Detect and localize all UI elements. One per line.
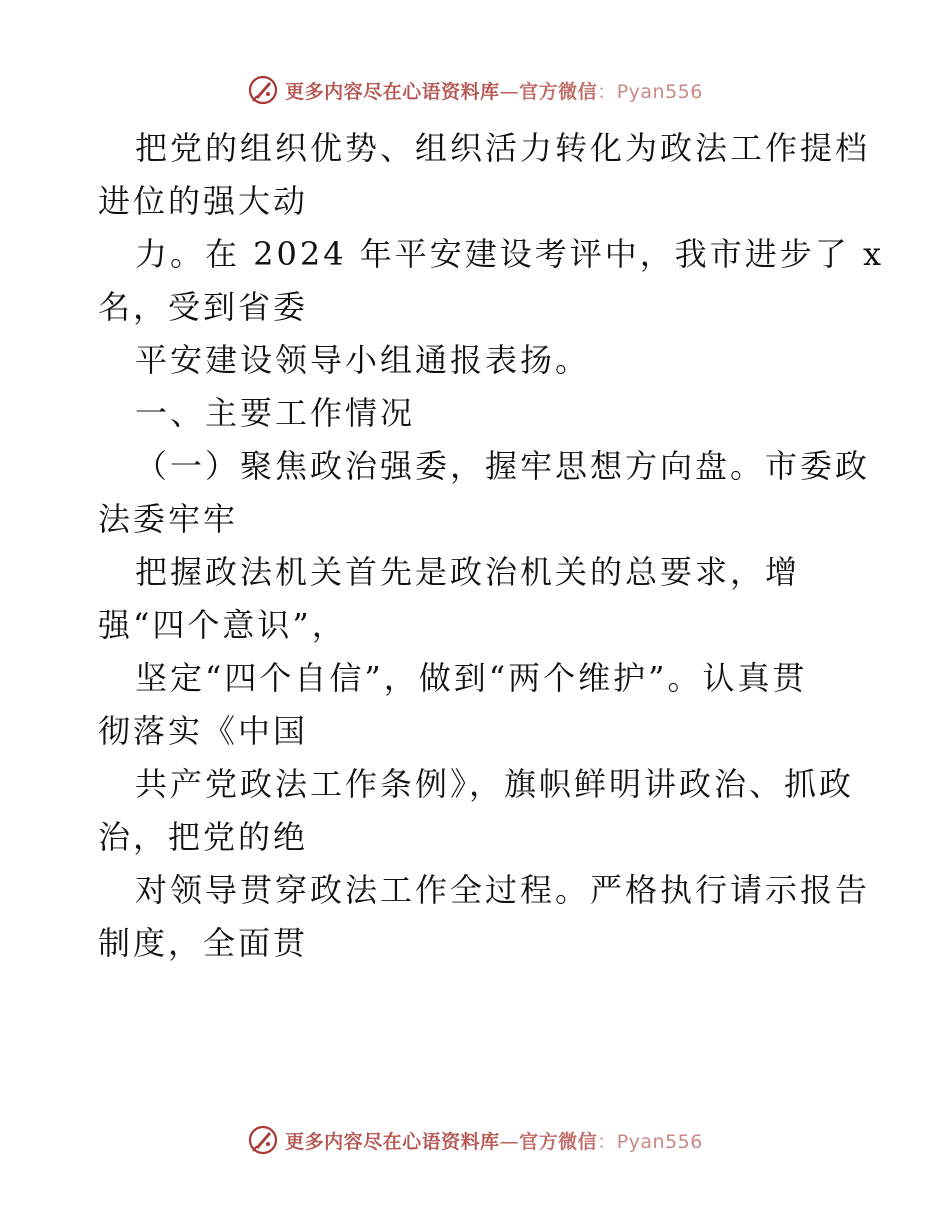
watermark-account: Pyan556: [616, 1130, 703, 1153]
watermark-brand: 更多内容尽在心语资料库: [285, 80, 500, 103]
paragraph-line: 把握政法机关首先是政治机关的总要求，增: [135, 553, 801, 591]
paragraph-line: 力。在 2024 年平安建设考评中，我市进步了 x: [135, 235, 885, 273]
quill-pen-logo-icon: [247, 1124, 279, 1156]
paragraph-line: 彻落实《中国: [98, 712, 309, 750]
watermark-colon: ：: [597, 80, 617, 103]
paragraph-line: 把党的组织优势、组织活力转化为政法工作提档: [135, 129, 871, 167]
quill-pen-logo-icon: [247, 74, 279, 106]
document-body: [98, 122, 885, 970]
paragraph-line: 强“四个意识”，: [98, 606, 347, 644]
header-watermark-banner: [0, 70, 950, 110]
paragraph-line: 治，把党的绝: [98, 818, 309, 856]
paragraph-line: 法委牢牢: [98, 500, 239, 538]
watermark-dash: —: [499, 80, 520, 103]
watermark-dash: —: [499, 1130, 520, 1153]
paragraph-line: 对领导贯穿政法工作全过程。严格执行请示报告: [135, 871, 871, 909]
watermark-text: [285, 77, 703, 104]
watermark-label: 官方微信: [519, 80, 598, 103]
watermark-colon: ：: [597, 1130, 617, 1153]
watermark-account: Pyan556: [616, 80, 703, 103]
watermark-label: 官方微信: [519, 1130, 598, 1153]
paragraph-line: 平安建设领导小组通报表扬。: [135, 341, 591, 379]
paragraph-line: 制度，全面贯: [98, 924, 309, 962]
paragraph-line: 坚定“四个自信”，做到“两个维护”。认真贯: [135, 659, 808, 697]
paragraph-line: 名，受到省委: [98, 288, 309, 326]
paragraph-line: 一、主要工作情况: [135, 394, 416, 432]
paragraph-line: 共产党政法工作条例》，旗帜鲜明讲政治、抓政: [135, 765, 855, 803]
watermark-text: [285, 1127, 703, 1154]
watermark-brand: 更多内容尽在心语资料库: [285, 1130, 500, 1153]
paragraph-line: （一）聚焦政治强委，握牢思想方向盘。市委政: [135, 447, 871, 485]
paragraph-line: 进位的强大动: [98, 182, 309, 220]
footer-watermark-banner: [0, 1120, 950, 1160]
